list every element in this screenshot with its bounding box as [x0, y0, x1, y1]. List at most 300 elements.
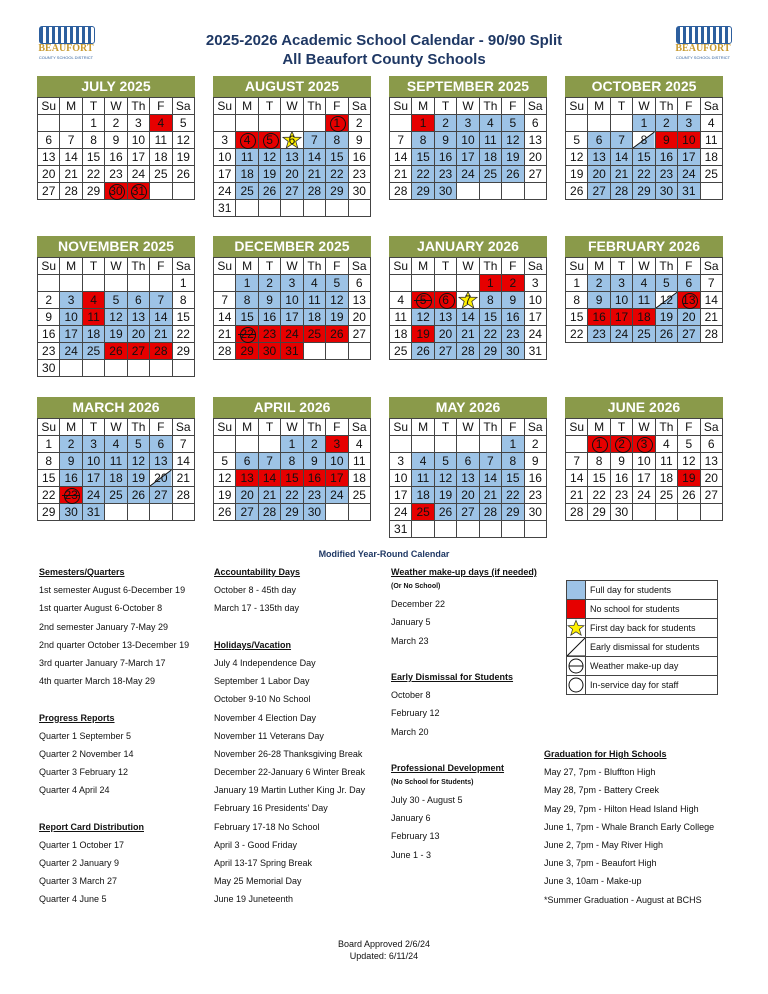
- day-cell: [214, 453, 236, 470]
- day-cell: [655, 309, 677, 326]
- month-grid: [37, 418, 195, 521]
- day-cell: [566, 132, 588, 149]
- day-number: 20: [131, 327, 146, 341]
- day-number: 26: [416, 344, 430, 358]
- empty-cell: [303, 200, 325, 217]
- day-cell: [150, 343, 172, 360]
- day-number: 23: [438, 167, 453, 181]
- day-number: 20: [461, 488, 475, 502]
- info-line: 2nd semester January 7-May 29: [39, 621, 169, 632]
- day-number: 15: [570, 310, 584, 324]
- day-cell: [412, 132, 434, 149]
- day-number: 8: [573, 293, 581, 307]
- day-number: 30: [528, 505, 542, 519]
- empty-cell: [390, 115, 412, 132]
- day-number: 3: [67, 293, 75, 307]
- day-cell: [479, 309, 501, 326]
- day-number: 1: [419, 116, 427, 130]
- day-cell: [610, 132, 632, 149]
- day-number: 12: [218, 471, 232, 485]
- day-number: 18: [307, 310, 322, 324]
- empty-cell: [457, 436, 479, 453]
- day-number: 4: [640, 276, 648, 290]
- info-line: March 17 - 135th day: [214, 603, 300, 614]
- day-number: 19: [262, 167, 277, 181]
- day-number: 5: [663, 276, 670, 290]
- day-cell: [434, 470, 456, 487]
- day-number: 28: [570, 505, 584, 519]
- month-calendar: [213, 397, 371, 521]
- month-title: DECEMBER 2025: [213, 236, 371, 257]
- day-cell: [105, 183, 127, 200]
- day-number: 31: [528, 344, 542, 358]
- day-number: 29: [86, 184, 101, 198]
- month-grid: [565, 257, 723, 343]
- day-cell: [390, 183, 412, 200]
- day-cell: [258, 487, 280, 504]
- day-cell: [633, 275, 655, 292]
- day-number: 1: [45, 437, 53, 451]
- day-number: 22: [570, 327, 584, 341]
- day-cell: [457, 504, 479, 521]
- month-calendar: [37, 76, 195, 200]
- day-number: 10: [285, 293, 299, 307]
- day-cell: [214, 326, 236, 343]
- weekday-header: T: [258, 419, 280, 436]
- empty-cell: [172, 504, 194, 521]
- day-number: 20: [528, 150, 542, 164]
- day-number: 7: [573, 454, 581, 468]
- weekday-header: Th: [303, 258, 325, 275]
- day-cell: [700, 292, 722, 309]
- weekday-header: F: [326, 419, 348, 436]
- empty-cell: [457, 521, 479, 538]
- weekday-header: W: [457, 419, 479, 436]
- day-cell: [502, 487, 524, 504]
- day-cell: [105, 453, 127, 470]
- day-number: 30: [64, 505, 78, 519]
- graduation-item: June 3, 7pm - Beaufort High: [544, 858, 657, 869]
- day-cell: [610, 149, 632, 166]
- day-number: 27: [42, 184, 56, 198]
- day-cell: [82, 487, 104, 504]
- day-number: 10: [218, 150, 232, 164]
- day-cell: [479, 453, 501, 470]
- section-heading: Progress Reports: [39, 712, 115, 723]
- day-number: 10: [528, 293, 542, 307]
- day-cell: [434, 183, 456, 200]
- month-calendar: [389, 76, 547, 200]
- day-number: 22: [285, 488, 299, 502]
- day-number: 3: [333, 437, 341, 451]
- day-number: 17: [682, 150, 696, 164]
- graduation-heading: Graduation for High Schools: [544, 749, 667, 759]
- weekday-header: T: [610, 98, 632, 115]
- day-cell: [434, 115, 456, 132]
- day-number: 30: [262, 344, 277, 358]
- day-cell: [678, 166, 700, 183]
- month-title: FEBRUARY 2026: [565, 236, 723, 257]
- section-heading: Weather make-up days (if needed): [391, 567, 537, 577]
- day-number: 2: [663, 116, 670, 130]
- day-cell: [412, 504, 434, 521]
- info-line: [39, 799, 189, 817]
- day-number: 7: [487, 454, 494, 468]
- day-cell: [655, 292, 677, 309]
- day-number: 26: [659, 327, 674, 341]
- day-cell: [588, 504, 610, 521]
- weekday-header: T: [258, 258, 280, 275]
- day-number: 21: [461, 327, 475, 341]
- day-cell: [457, 132, 479, 149]
- weekday-header: Su: [566, 419, 588, 436]
- day-cell: [457, 309, 479, 326]
- day-cell: [434, 166, 456, 183]
- day-number: 30: [109, 184, 123, 198]
- legend-label: No school for students: [590, 604, 680, 614]
- day-cell: [588, 326, 610, 343]
- day-number: 1: [487, 276, 494, 290]
- empty-cell: [412, 275, 434, 292]
- weekday-header: W: [105, 98, 127, 115]
- day-cell: [172, 275, 194, 292]
- day-number: 9: [618, 454, 625, 468]
- day-cell: [214, 200, 236, 217]
- day-cell: [610, 309, 632, 326]
- info-line: February 13: [391, 831, 440, 842]
- day-number: 20: [682, 310, 696, 324]
- day-cell: [588, 132, 610, 149]
- day-cell: [214, 149, 236, 166]
- weekday-header: M: [588, 98, 610, 115]
- month-grid: [389, 257, 547, 360]
- day-number: 16: [42, 327, 56, 341]
- day-cell: [172, 132, 194, 149]
- info-line: (Or No School): [391, 583, 441, 591]
- children-silhouette-icon: [676, 26, 732, 44]
- day-cell: [326, 275, 348, 292]
- day-cell: [172, 309, 194, 326]
- day-cell: [127, 453, 149, 470]
- weekday-header: W: [105, 419, 127, 436]
- day-cell: [610, 504, 632, 521]
- day-number: 19: [109, 327, 123, 341]
- info-line: December 22-January 6 Winter Break: [214, 767, 366, 778]
- day-cell: [303, 504, 325, 521]
- day-cell: [390, 453, 412, 470]
- info-line: Quarter 4 June 5: [39, 894, 107, 905]
- info-line: 4th quarter March 18-May 29: [39, 676, 156, 687]
- day-cell: [479, 504, 501, 521]
- day-cell: [236, 166, 258, 183]
- day-cell: [678, 487, 700, 504]
- day-number: 16: [506, 310, 520, 324]
- empty-cell: [502, 183, 524, 200]
- day-cell: [348, 132, 370, 149]
- day-cell: [236, 453, 258, 470]
- day-number: 22: [86, 167, 101, 181]
- day-number: 3: [640, 437, 648, 451]
- day-number: 21: [154, 327, 168, 341]
- day-number: 12: [438, 471, 453, 485]
- day-cell: [633, 292, 655, 309]
- header: [0, 0, 768, 70]
- page-subtitle: All Beaufort County Schools: [282, 51, 486, 68]
- day-cell: [82, 183, 104, 200]
- legend-label: In-service day for staff: [590, 680, 679, 690]
- day-cell: [678, 453, 700, 470]
- day-cell: [412, 183, 434, 200]
- day-number: 15: [176, 310, 190, 324]
- day-cell: [655, 166, 677, 183]
- day-cell: [566, 292, 588, 309]
- weekday-header: T: [82, 258, 104, 275]
- empty-cell: [172, 360, 194, 377]
- legend-item: [566, 619, 718, 638]
- weekday-header: W: [281, 98, 303, 115]
- day-cell: [479, 132, 501, 149]
- day-cell: [457, 453, 479, 470]
- weekday-header: Su: [566, 98, 588, 115]
- day-cell: [457, 343, 479, 360]
- day-cell: [236, 183, 258, 200]
- day-cell: [127, 487, 149, 504]
- day-cell: [281, 166, 303, 183]
- day-cell: [655, 132, 677, 149]
- day-number: 7: [618, 133, 625, 147]
- day-cell: [303, 292, 325, 309]
- day-number: 28: [483, 505, 498, 519]
- day-number: 16: [659, 150, 674, 164]
- info-line: March 20: [391, 726, 429, 737]
- day-cell: [412, 166, 434, 183]
- info-line: January 5: [391, 617, 431, 628]
- day-number: 3: [90, 437, 97, 451]
- weekday-header: T: [434, 258, 456, 275]
- weekday-header: M: [588, 419, 610, 436]
- day-number: 2: [266, 276, 273, 290]
- legend-label: Early dismissal for students: [590, 642, 700, 652]
- info-line: Quarter 3 March 27: [39, 876, 118, 887]
- day-number: 30: [659, 184, 674, 198]
- in-service-icon: [567, 676, 585, 694]
- day-cell: [457, 487, 479, 504]
- day-number: 26: [218, 505, 232, 519]
- section-heading: Semesters/Quarters: [39, 567, 125, 577]
- day-cell: [326, 487, 348, 504]
- day-number: 28: [154, 344, 168, 358]
- day-cell: [348, 183, 370, 200]
- info-line: September 1 Labor Day: [214, 676, 310, 687]
- day-cell: [38, 132, 60, 149]
- page-title: 2025-2026 Academic School Calendar - 90/90 Split: [205, 32, 563, 49]
- day-cell: [150, 166, 172, 183]
- day-number: 6: [157, 437, 165, 451]
- day-cell: [566, 309, 588, 326]
- day-cell: [633, 453, 655, 470]
- info-line: 2nd quarter October 13-December 19: [39, 639, 190, 650]
- day-number: 27: [461, 505, 475, 519]
- weekday-header: Th: [127, 419, 149, 436]
- day-number: 15: [240, 310, 254, 324]
- day-number: 23: [592, 327, 606, 341]
- weekday-header: Th: [127, 258, 149, 275]
- day-number: 21: [262, 488, 277, 502]
- weekday-header: M: [412, 258, 434, 275]
- empty-cell: [60, 115, 82, 132]
- day-number: 30: [506, 344, 520, 358]
- day-number: 29: [506, 505, 520, 519]
- day-cell: [412, 487, 434, 504]
- day-cell: [214, 132, 236, 149]
- empty-cell: [700, 504, 722, 521]
- day-cell: [236, 343, 258, 360]
- day-cell: [60, 343, 82, 360]
- legend-item: [566, 657, 718, 676]
- day-number: 16: [438, 150, 453, 164]
- day-cell: [303, 183, 325, 200]
- day-cell: [303, 166, 325, 183]
- weekday-header: Sa: [524, 419, 546, 436]
- day-number: 19: [218, 488, 232, 502]
- day-cell: [457, 326, 479, 343]
- day-cell: [390, 326, 412, 343]
- day-number: 23: [506, 327, 520, 341]
- weekday-header: Sa: [524, 258, 546, 275]
- day-number: 16: [262, 310, 277, 324]
- empty-cell: [412, 436, 434, 453]
- day-number: 23: [262, 327, 277, 341]
- day-number: 25: [394, 344, 408, 358]
- day-number: 21: [176, 471, 190, 485]
- updated-date: Updated: 6/11/24: [349, 951, 419, 961]
- month-calendar: [37, 397, 195, 521]
- weekday-header: Su: [390, 98, 412, 115]
- district-logo-right: [674, 26, 732, 68]
- section-heading: Holidays/Vacation: [214, 639, 292, 650]
- empty-cell: [479, 436, 501, 453]
- day-number: 24: [528, 327, 542, 341]
- day-number: 4: [90, 293, 97, 307]
- day-number: 11: [660, 454, 673, 468]
- day-cell: [127, 470, 149, 487]
- day-cell: [214, 166, 236, 183]
- board-approved: Board Approved 2/6/24: [337, 939, 431, 949]
- day-cell: [348, 487, 370, 504]
- day-number: 18: [483, 150, 498, 164]
- day-cell: [655, 115, 677, 132]
- info-line: Quarter 1 October 17: [39, 839, 125, 850]
- day-number: 4: [157, 116, 165, 130]
- legend: [566, 580, 718, 695]
- empty-cell: [479, 521, 501, 538]
- day-number: 25: [86, 344, 101, 358]
- day-number: 27: [154, 488, 168, 502]
- holidays-column: [214, 563, 365, 909]
- day-number: 27: [240, 505, 254, 519]
- day-number: 17: [285, 310, 299, 324]
- day-number: 24: [614, 327, 629, 341]
- day-cell: [326, 453, 348, 470]
- day-number: 14: [307, 150, 322, 164]
- day-number: 16: [109, 150, 123, 164]
- day-number: 6: [45, 133, 53, 147]
- day-number: 7: [707, 276, 715, 290]
- day-cell: [610, 453, 632, 470]
- day-cell: [82, 115, 104, 132]
- day-cell: [678, 115, 700, 132]
- day-number: 18: [352, 471, 366, 485]
- day-number: 26: [506, 167, 520, 181]
- day-number: 24: [682, 167, 696, 181]
- day-number: 29: [330, 184, 344, 198]
- day-number: 3: [685, 116, 693, 130]
- day-number: 5: [685, 437, 693, 451]
- day-cell: [60, 132, 82, 149]
- day-number: 15: [42, 471, 56, 485]
- day-cell: [326, 470, 348, 487]
- info-line: December 22: [391, 599, 446, 610]
- month-calendar: [565, 397, 723, 521]
- day-cell: [82, 309, 104, 326]
- empty-cell: [479, 183, 501, 200]
- month-grid: [213, 97, 371, 217]
- day-number: 17: [218, 167, 232, 181]
- day-cell: [588, 149, 610, 166]
- day-number: 31: [86, 505, 101, 519]
- day-cell: [60, 183, 82, 200]
- day-number: 27: [682, 327, 696, 341]
- day-number: 6: [685, 276, 693, 290]
- day-cell: [150, 309, 172, 326]
- day-cell: [348, 326, 370, 343]
- day-number: 9: [311, 454, 318, 468]
- day-number: 29: [416, 184, 430, 198]
- day-cell: [434, 504, 456, 521]
- no-school-swatch: [567, 600, 586, 618]
- day-number: 12: [176, 133, 190, 147]
- day-number: 22: [483, 327, 498, 341]
- weekday-header: W: [633, 98, 655, 115]
- day-number: 4: [311, 276, 318, 290]
- weekday-header: T: [82, 98, 104, 115]
- empty-cell: [236, 200, 258, 217]
- weekday-header: W: [633, 419, 655, 436]
- day-number: 9: [67, 454, 75, 468]
- day-cell: [172, 470, 194, 487]
- info-line: July 30 - August 5: [391, 795, 463, 806]
- info-line: (No School for Students): [391, 779, 474, 787]
- weekday-header: Th: [479, 98, 501, 115]
- day-cell: [38, 166, 60, 183]
- day-number: 8: [288, 454, 296, 468]
- day-cell: [258, 326, 280, 343]
- empty-cell: [127, 504, 149, 521]
- day-cell: [105, 309, 127, 326]
- day-number: 23: [352, 167, 366, 181]
- day-number: 15: [483, 310, 498, 324]
- day-cell: [588, 453, 610, 470]
- section-heading: Professional Development: [391, 762, 505, 773]
- day-cell: [633, 470, 655, 487]
- weekday-header: F: [678, 98, 700, 115]
- month-grid: [389, 97, 547, 200]
- day-cell: [524, 504, 546, 521]
- day-cell: [82, 453, 104, 470]
- section-heading: Early Dismissal for Students: [391, 671, 514, 682]
- day-number: 26: [109, 344, 123, 358]
- month-title: AUGUST 2025: [213, 76, 371, 97]
